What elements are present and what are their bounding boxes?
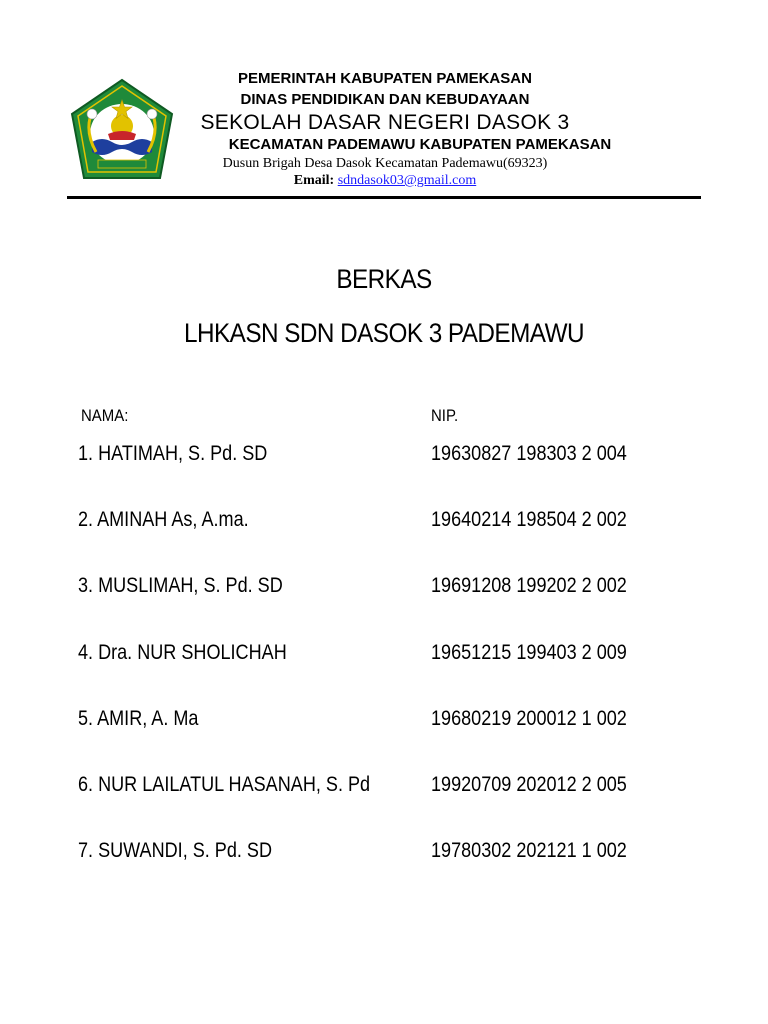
staff-name: 5. AMIR, A. Ma (78, 706, 199, 730)
document-title: BERKAS (336, 264, 432, 294)
letterhead-divider (67, 196, 701, 199)
name-column-header: NAMA: (81, 406, 129, 425)
letterhead (0, 0, 768, 205)
staff-row (0, 839, 768, 905)
staff-row (0, 773, 768, 839)
staff-name: 1. HATIMAH, S. Pd. SD (78, 442, 268, 465)
letterhead-address: Dusun Brigah Desa Dasok Kecamatan Pademawu(69323) (222, 156, 548, 171)
staff-name: 6. NUR LAILATUL HASANAH, S. Pd (78, 772, 371, 796)
staff-nip: 19640214 198504 2 002 (431, 508, 627, 532)
letterhead-government: PEMERINTAH KABUPATEN PAMEKASAN (238, 70, 532, 87)
letterhead-department: DINAS PENDIDIKAN DAN KEBUDAYAAN (240, 91, 530, 108)
staff-row (0, 574, 768, 640)
letterhead-district: KECAMATAN PADEMAWU KABUPATEN PAMEKASAN (228, 136, 612, 153)
staff-row (0, 442, 768, 508)
staff-nip: 19630827 198303 2 004 (431, 442, 627, 465)
staff-list (0, 442, 768, 905)
email-link[interactable]: sdndasok03@gmail.com (337, 173, 477, 188)
letterhead-school-name: SEKOLAH DASAR NEGERI DASOK 3 (200, 111, 570, 134)
staff-nip: 19920709 202012 2 005 (431, 772, 627, 796)
staff-nip: 19691208 199202 2 002 (431, 574, 627, 598)
staff-nip: 19780302 202121 1 002 (431, 839, 627, 863)
email-label: Email: (293, 173, 335, 188)
staff-name: 3. MUSLIMAH, S. Pd. SD (78, 574, 283, 598)
document-subtitle: LHKASN SDN DASOK 3 PADEMAWU (184, 318, 584, 348)
nip-column-header: NIP. (431, 406, 459, 425)
staff-name: 7. SUWANDI, S. Pd. SD (78, 839, 273, 863)
staff-row (0, 641, 768, 707)
staff-nip: 19680219 200012 1 002 (431, 706, 627, 730)
letterhead-email-line (150, 173, 620, 189)
staff-name: 2. AMINAH As, A.ma. (78, 508, 249, 532)
staff-row (0, 707, 768, 773)
staff-nip: 19651215 199403 2 009 (431, 640, 627, 664)
staff-row (0, 508, 768, 574)
staff-name: 4. Dra. NUR SHOLICHAH (78, 640, 287, 664)
